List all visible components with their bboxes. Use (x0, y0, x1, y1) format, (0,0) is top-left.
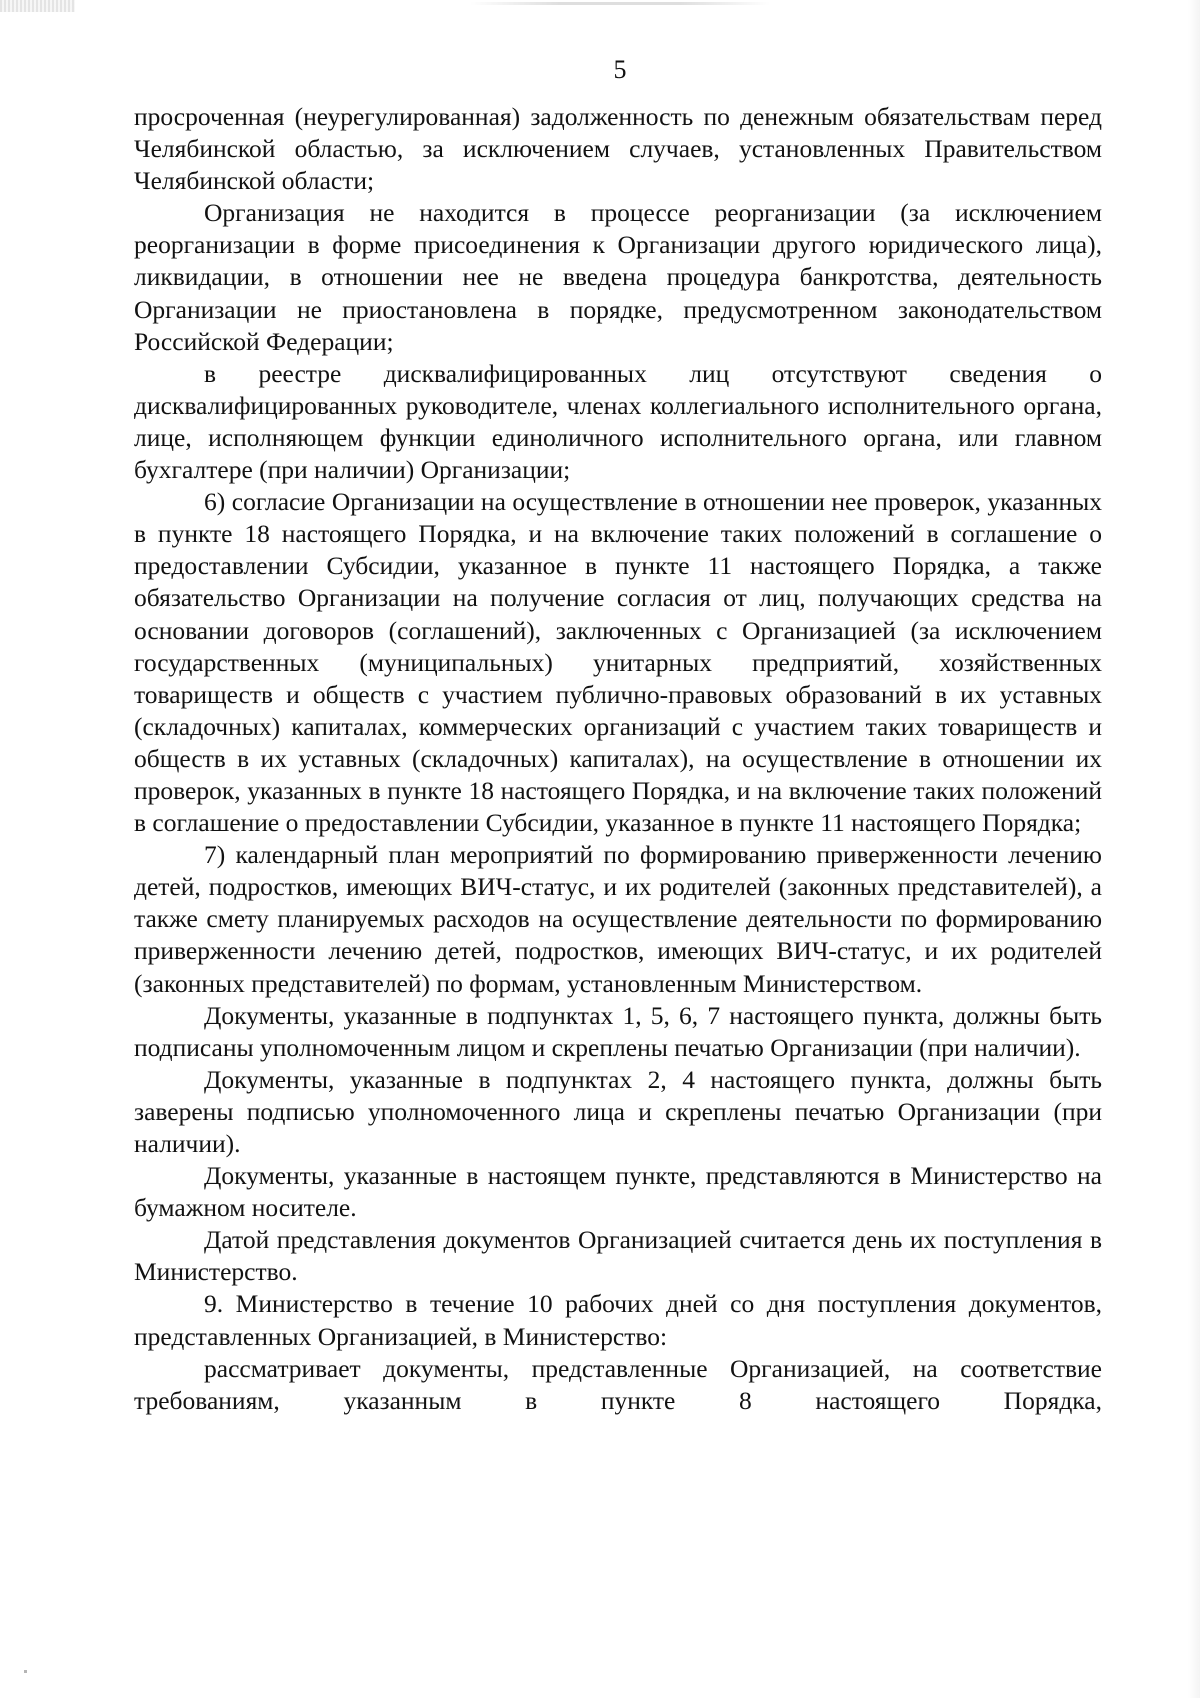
scan-shadow-right (1188, 0, 1200, 1698)
paragraph-documents-paper: Документы, указанные в настоящем пункте, представляются в Министерство на бумажном носителе. (134, 1161, 1102, 1223)
paragraph-item-6-consent: 6) согласие Организации на осуществление в отношении нее проверок, указанных в пункте 18 настоящего Порядка, и на включение таких положений в соглашение о предоставлении Субсидии, указанное в пункте 11 настоящего Порядка, а также обязательство Организации на получение согласия от лиц, получающих средства на основании договоров (соглашений), заключенных с Организацией (за исключением государственных (муниципальных) унитарных предприятий, хозяйственных товариществ и обществ с участием публично-правовых образований в их уставных (складочных) капиталах, коммерческих организаций с участием таких товариществ и обществ в их уставных (складочных) капиталах), на осуществление в отношении их проверок, указанных в пункте 18 настоящего Порядка, и на включение таких положений в соглашение о предоставлении Субсидии, указанное в пункте 11 настоящего Порядка; (134, 487, 1102, 838)
paragraph-documents-signed: Документы, указанные в подпунктах 1, 5, 6, 7 настоящего пункта, должны быть подписаны уполномоченным лицом и скреплены печатью Организации (при наличии). (134, 1000, 1102, 1062)
page-number: 5 (613, 55, 627, 84)
paragraph-reviews-documents: рассматривает документы, представленные Организацией, на соответствие требованиям, указанным в пункте 8 настоящего Порядка, (134, 1353, 1102, 1415)
paragraph-no-reorganization: Организация не находится в процессе реорганизации (за исключением реорганизации в форме присоединения к Организации другого юридического лица), ликвидации, в отношении нее не введена процедура банкротства, деятельность Организации не приостановлена в порядке, предусмотренном законодательством Российской Федерации; (134, 198, 1102, 356)
paragraph-item-9-ministry: 9. Министерство в течение 10 рабочих дней со дня поступления документов, представленных Организацией, в Министерство: (134, 1289, 1102, 1351)
document-body (134, 101, 1102, 1417)
paragraph-overdue-debt: просроченная (неурегулированная) задолженность по денежным обязательствам перед Челябинской областью, за исключением случаев, установленных Правительством Челябинской области; (134, 102, 1102, 196)
scan-dot (24, 1670, 27, 1673)
scan-artifact-top (470, 2, 770, 5)
paragraph-documents-certified: Документы, указанные в подпунктах 2, 4 настоящего пункта, должны быть заверены подписью уполномоченного лица и скреплены печатью Организации (при наличии). (134, 1064, 1102, 1158)
paragraph-item-7-calendar-plan: 7) календарный план мероприятий по формированию приверженности лечению детей, подростков, имеющих ВИЧ-статус, и их родителей (законных представителей), а также смету планируемых расходов на осуществление деятельности по формированию приверженности лечению детей, подростков, имеющих ВИЧ-статус, и их родителей (законных представителей) по формам, установленным Министерством. (134, 840, 1102, 998)
paragraph-disqualified-register: в реестре дисквалифицированных лиц отсутствуют сведения о дисквалифицированных руководителе, членах коллегиального исполнительного органа, лице, исполняющем функции единоличного исполнительного органа, или главном бухгалтере (при наличии) Организации; (134, 358, 1102, 485)
scan-artifact-left (0, 0, 75, 12)
paragraph-submission-date: Датой представления документов Организацией считается день их поступления в Министерство. (134, 1225, 1102, 1287)
